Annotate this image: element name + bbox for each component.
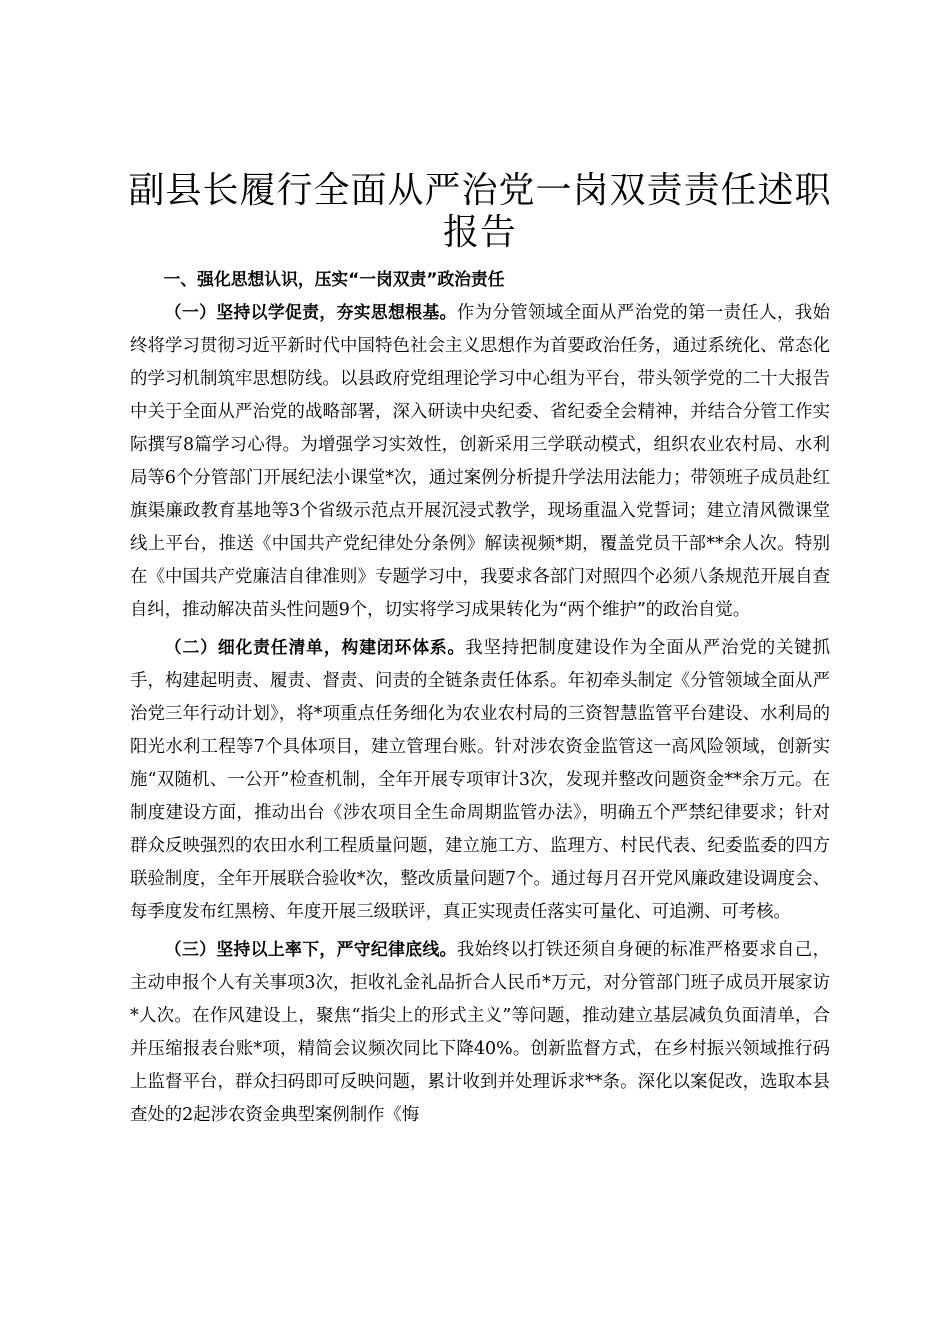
paragraph-lead: （三）坚持以上率下，严守纪律底线。 (164, 939, 457, 959)
paragraph-text: 作为分管领域全面从严治党的第一责任人，我始终将学习贯彻习近平新时代中国特色社会主义思想作为首要政治任务，通过系统化、常态化的学习机制筑牢思想防线。以县政府党组理论学习中心组为平台，带头领学党的二十大报告中关于全面从严治党的战略部署，深入研读中央纪委、省纪委全会精神，并结合分管工作实际撰写8篇学习心得。为增强学习实效性，创新采用三学联动模式，组织农业农村局、水利局等6个分管部门开展纪法小课堂*次，通过案例分析提升学法用法能力；带领班子成员赴红旗渠廉政教育基地等3个省级示范点开展沉浸式教学，现场重温入党誓词；建立清风微课堂线上平台，推送《中国共产党纪律处分条例》解读视频*期，覆盖党员干部**余人次。特别在《中国共产党廉洁自律准则》专题学习中，我要求各部门对照四个必须八条规范开展自查自纠，推动解决苗头性问题9个，切实将学习成果转化为“两个维护”的政治自觉。 (130, 303, 830, 620)
document-title: 副县长履行全面从严治党一岗双责责任述职报告 (128, 170, 832, 253)
paragraph-text: 我坚持把制度建设作为全面从严治党的关键抓手，构建起明责、履责、督责、问责的全链条责任体系。年初牵头制定《分管领域全面从严治党三年行动计划》，将*项重点任务细化为农业农村局的三资智慧监管平台建设、水利局的阳光水利工程等7个具体项目，建立管理台账。针对涉农资金监管这一高风险领域，创新实施“双随机、一公开”检查机制，全年开展专项审计3次，发现并整改问题资金**余万元。在制度建设方面，推动出台《涉农项目全生命周期监管办法》，明确五个严禁纪律要求；针对群众反映强烈的农田水利工程质量问题，建立施工方、监理方、村民代表、纪委监委的四方联验制度，全年开展联合验收*次，整改质量问题7个。通过每月召开党风廉政建设调度会、每季度发布红黑榜、年度开展三级联评，真正实现责任落实可量化、可追溯、可考核。 (130, 638, 830, 922)
paragraph-lead: （一）坚持以学促责，夯实思想根基。 (164, 302, 457, 322)
paragraph-3 (130, 933, 830, 1132)
paragraph-lead: （二）细化责任清单，构建闭环体系。 (164, 637, 466, 657)
document-body (130, 263, 830, 1132)
paragraph-text: 我始终以打铁还须自身硬的标准严格要求自己，主动申报个人有关事项3次，拒收礼金礼品折合人民币*万元，对分管部门班子成员开展家访*人次。在作风建设上，聚焦“指尖上的形式主义”等问题，推动建立基层减负负面清单，合并压缩报表台账*项，精简会议频次同比下降40%。创新监督方式，在乡村振兴领域推行码上监督平台，群众扫码即可反映问题，累计收到并处理诉求**条。深化以案促改，选取本县查处的2起涉农资金典型案例制作《悔 (130, 940, 830, 1125)
paragraph-2 (130, 631, 830, 929)
section-heading: 一、强化思想认识，压实“一岗双责”政治责任 (163, 269, 505, 289)
paragraph-1 (130, 296, 830, 627)
